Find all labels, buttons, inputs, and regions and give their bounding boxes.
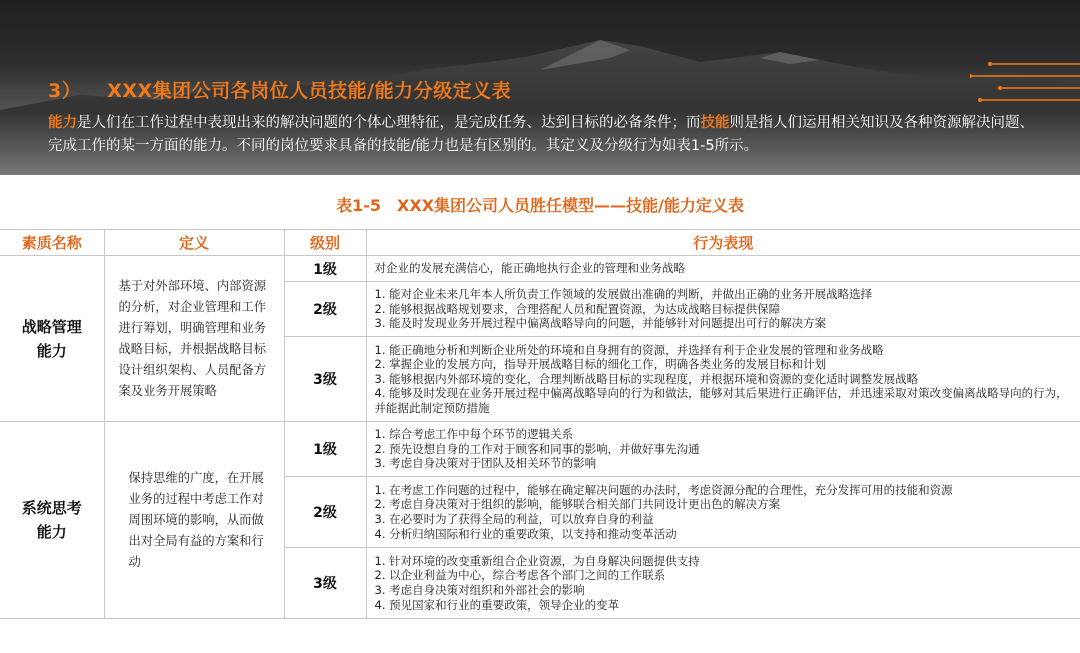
intro-paragraph <box>48 112 1048 158</box>
behavior-item: 2. 考虑自身决策对于组织的影响，能够联合相关部门共同设计更出色的解决方案 <box>374 497 781 512</box>
behavior-item: 2. 能够根据战略规划要求，合理搭配人员和配置资源，为达成战略目标提供保障 <box>374 301 781 316</box>
behavior-item: 3. 能够根据内外部环境的变化，合理判断战略目标的实现程度，并根据环境和资源的变化适时调整发展战略 <box>374 371 919 386</box>
section-number: 3） <box>48 80 82 102</box>
level-cell: 2级 <box>284 282 366 337</box>
behavior-item: 3. 考虑自身决策对于团队及相关环节的影响 <box>374 456 597 471</box>
definition-text: 保持思维的广度，在开展业务的过程中考虑工作对周围环境的影响，从而做出对全局有益的方案和行动 <box>128 470 264 569</box>
behavior-item: 2. 以企业利益为中心，综合考虑各个部门之间的工作联系 <box>374 568 666 583</box>
behavior-item: 2. 预先设想自身的工作对于顾客和同事的影响，并做好事先沟通 <box>374 441 700 456</box>
behavior-cell <box>366 337 1080 422</box>
competency-definition <box>104 422 284 619</box>
behavior-item: 4. 能够及时发现在业务开展过程中偏离战略导向的行为和做法，能够对其后果进行正确评估，并迅速采取对策改变偏离战略导向的行为，并能据此制定预防措施 <box>374 386 1068 415</box>
behavior-item: 3. 考虑自身决策对组织和外部社会的影响 <box>374 583 585 597</box>
behavior-item: 1. 能正确地分析和判断企业所处的环境和自身拥有的资源，并选择有利于企业发展的管理和业务战略 <box>374 342 884 357</box>
competency-name <box>0 422 104 619</box>
header-level: 级别 <box>284 230 366 256</box>
behavior-item: 1. 在考虑工作问题的过程中，能够在确定解决问题的办法时，考虑资源分配的合理性，充分发挥可用的技能和资源 <box>374 482 953 497</box>
level-cell: 1级 <box>284 256 366 282</box>
behavior-cell <box>366 282 1080 337</box>
competency-name-text: 系统思考能力 <box>21 499 82 541</box>
competency-name <box>0 256 104 422</box>
intro-part-1: 是人们在工作过程中表现出来的解决问题的个体心理特征，是完成任务、达到目标的必备条件；而 <box>77 115 701 131</box>
level-cell: 3级 <box>284 548 366 619</box>
page-title <box>48 76 511 103</box>
behavior-item: 3. 能及时发现业务开展过程中偏离战略导向的问题，并能够针对问题提出可行的解决方案 <box>374 316 827 331</box>
competency-name-text: 战略管理能力 <box>21 317 82 360</box>
intro-part-2: 则是指人们运用相关知识及各种资源解决问题、完成工作的某一方面的能力。不同的岗位要求具备的技能/能力也是有区别的。其定义及分级行为如表1-5所示。 <box>48 115 1034 154</box>
behavior-item: 1. 综合考虑工作中每个环节的逻辑关系 <box>374 427 574 442</box>
behavior-cell <box>366 477 1080 548</box>
behavior-item: 对企业的发展充满信心，能正确地执行企业的管理和业务战略 <box>374 261 685 276</box>
level-cell: 2级 <box>284 477 366 548</box>
term-ability: 能力 <box>48 115 77 131</box>
behavior-item: 4. 预见国家和行业的重要政策，领导企业的变革 <box>374 597 620 612</box>
level-cell: 1级 <box>284 422 366 477</box>
behavior-cell <box>366 422 1080 477</box>
term-skill: 技能 <box>700 115 730 131</box>
table-row <box>0 256 1080 282</box>
decorative-lines-icon <box>970 60 1080 110</box>
header-behavior: 行为表现 <box>366 230 1080 256</box>
header-banner <box>0 0 1080 175</box>
table-caption: 表1-5 XXX集团公司人员胜任模型——技能/能力定义表 <box>336 196 744 215</box>
table-row <box>0 422 1080 477</box>
competency-definition <box>104 256 284 422</box>
behavior-item: 1. 针对环境的改变重新组合企业资源，为自身解决问题提供支持 <box>374 553 700 568</box>
behavior-cell <box>366 548 1080 619</box>
table-header-row <box>0 230 1080 256</box>
behavior-cell <box>366 256 1080 282</box>
header-name: 素质名称 <box>0 230 104 256</box>
level-cell: 3级 <box>284 337 366 422</box>
definition-text: 基于对外部环境、内部资源的分析，对企业管理和工作进行筹划，明确管理和业务战略目标，并根据战略目标设计组织架构、人员配备方案及业务开展策略 <box>118 278 267 398</box>
behavior-item: 1. 能对企业未来几年本人所负责工作领域的发展做出准确的判断，并做出正确的业务开展战略选择 <box>374 287 873 302</box>
competency-table <box>0 229 1080 619</box>
behavior-item: 4. 分析归纳国际和行业的重要政策，以支持和推动变革活动 <box>374 526 677 541</box>
behavior-item: 2. 掌握企业的发展方向，指导开展战略目标的细化工作，明确各类业务的发展目标和计划 <box>374 357 827 372</box>
behavior-item: 3. 在必要时为了获得全局的利益，可以放弃自身的利益 <box>374 512 654 526</box>
section-title: XXX集团公司各岗位人员技能/能力分级定义表 <box>107 80 512 102</box>
header-definition: 定义 <box>104 230 284 256</box>
